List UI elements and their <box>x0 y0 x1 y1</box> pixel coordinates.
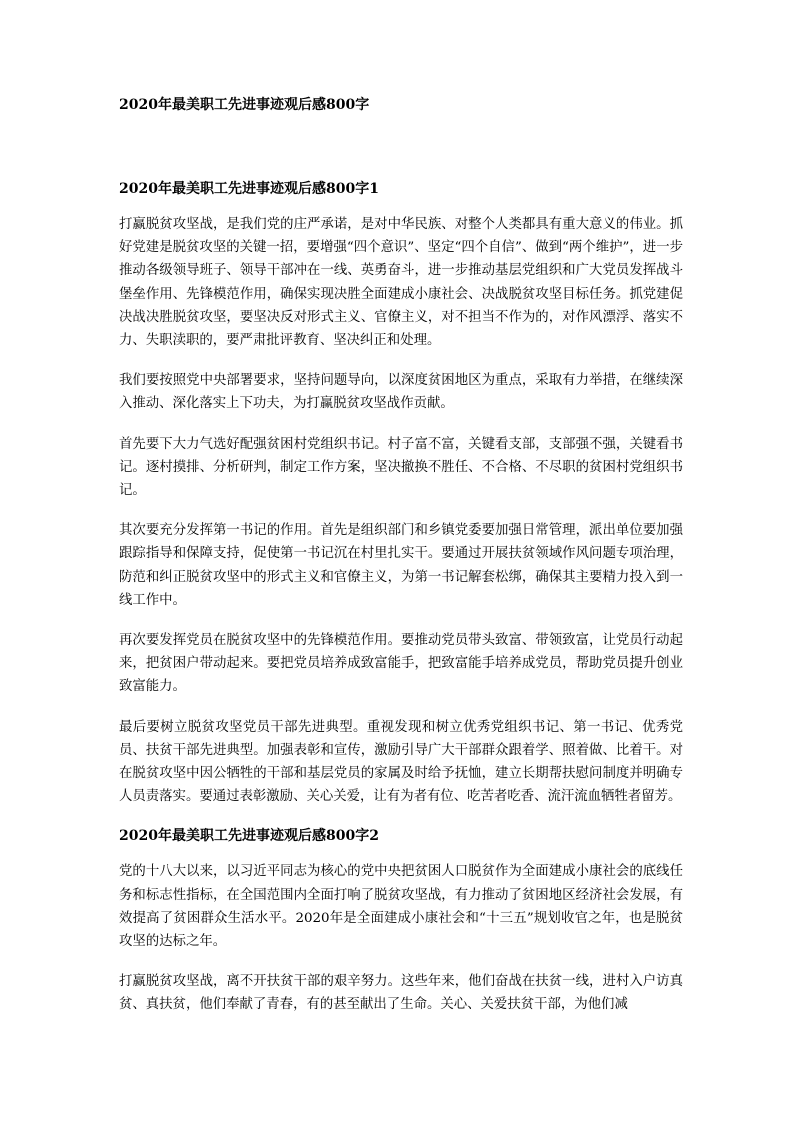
document-body <box>119 178 683 1034</box>
section-heading-1: 2020年最美职工先进事迹观后感800字1 <box>119 181 379 197</box>
paragraph: 打赢脱贫攻坚战，是我们党的庄严承诺，是对中华民族、对整个人类都具有重大意义的伟业。抓好党建是脱贫攻坚的关键一招，要增强“四个意识”、坚定“四个自信”、做到“两个维护”，进一步推动各级领导班子、领导干部冲在一线、英勇奋斗，进一步推动基层党组织和广大党员发挥战斗堡垒作用、先锋模范作用，确保实现决胜全面建成小康社会、决战脱贫攻坚目标任务。抓党建促决战决胜脱贫攻坚，要坚决反对形式主义、官僚主义，对不担当不作为的，对作风漂浮、落实不力、失职渎职的，要严肃批评教育、坚决纠正和处理。 <box>119 217 683 349</box>
paragraph: 党的十八大以来，以习近平同志为核心的党中央把贫困人口脱贫作为全面建成小康社会的底线任务和标志性指标，在全国范围内全面打响了脱贫攻坚战，有力推动了贫困地区经济社会发展，有效提高了贫困群众生活水平。2020年是全面建成小康社会和“十三五”规划收官之年，也是脱贫攻坚的达标之年。 <box>119 864 683 950</box>
document-title: 2020年最美职工先进事迹观后感800字 <box>119 97 370 113</box>
paragraph: 最后要树立脱贫攻坚党员干部先进典型。重视发现和树立优秀党组织书记、第一书记、优秀党员、扶贫干部先进典型。加强表彰和宣传，激励引导广大干部群众跟着学、照着做、比着干。对在脱贫攻坚中因公牺牲的干部和基层党员的家属及时给予抚恤，建立长期帮扶慰问制度并明确专人员责落实。要通过表彰激励、关心关爱，让有为者有位、吃苦者吃香、流汗流血牺牲者留芳。 <box>119 719 683 805</box>
paragraph: 再次要发挥党员在脱贫攻坚中的先锋模范作用。要推动党员带头致富、带领致富，让党员行动起来，把贫困户带动起来。要把党员培养成致富能手，把致富能手培养成党员，帮助党员提升创业致富能力。 <box>119 633 683 695</box>
paragraph: 我们要按照党中央部署要求，坚持问题导向，以深度贫困地区为重点，采取有力举措，在继续深入推动、深化落实上下功夫，为打赢脱贫攻坚战作贡献。 <box>119 373 683 412</box>
paragraph: 首先要下大力气选好配强贫困村党组织书记。村子富不富，关键看支部，支部强不强，关键看书记。逐村摸排、分析研判，制定工作方案，坚决撤换不胜任、不合格、不尽职的贫困村党组织书记。 <box>119 436 683 499</box>
paragraph: 打赢脱贫攻坚战，离不开扶贫干部的艰辛努力。这些年来，他们奋战在扶贫一线，进村入户访真贫、真扶贫，他们奉献了青春，有的甚至献出了生命。关心、关爱扶贫干部，为他们减 <box>119 974 683 1013</box>
section-heading-2: 2020年最美职工先进事迹观后感800字2 <box>119 828 379 845</box>
paragraph: 其次要充分发挥第一书记的作用。首先是组织部门和乡镇党委要加强日常管理，派出单位要加强跟踪指导和保障支持，促使第一书记沉在村里扎实干。要通过开展扶贫领域作风问题专项治理，防范和纠正脱贫攻坚中的形式主义和官僚主义，为第一书记解套松绑，确保其主要精力投入到一线工作中。 <box>119 523 683 608</box>
